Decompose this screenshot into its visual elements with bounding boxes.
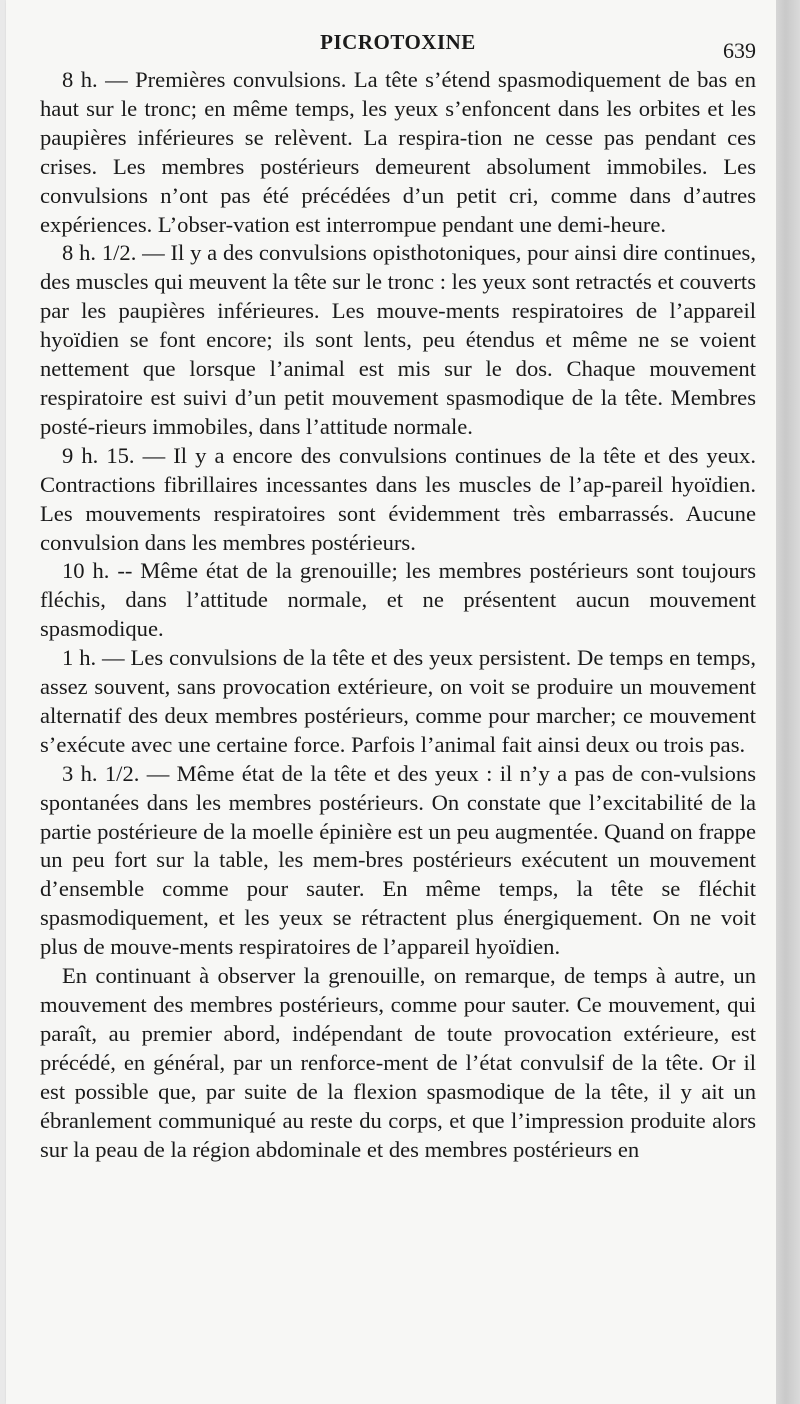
page-number: 639 bbox=[723, 38, 756, 63]
page-edge bbox=[776, 0, 800, 1404]
paragraph-1h: 1 h. — Les convulsions de la tête et des yeux persistent. De temps en temps, assez souvent, sans provocation extérieure, on voit se produire un mouvement alternatif des deux membres postérieurs, comme pour marcher; ce mouvement s’exécute avec une certaine force. Parfois l’animal fait ainsi deux ou trois pas. bbox=[40, 645, 756, 757]
page-header bbox=[40, 30, 756, 64]
paragraph-8h: 8 h. — Premières convulsions. La tête s’étend spasmodiquement de bas en haut sur le tronc; en même temps, les yeux s’enfoncent dans les orbites et les paupières inférieures se relèvent. La respira-tion ne cesse pas pendant ces crises. Les membres postérieurs demeurent absolument immobiles. Les convulsions n’ont pas été précédées d’un petit cri, comme dans d’autres expériences. L’obser-vation est interrompue pendant une demi-heure. bbox=[40, 67, 756, 237]
paragraph-3h-half: 3 h. 1/2. — Même état de la tête et des yeux : il n’y a pas de con-vulsions spontanées dans les membres postérieurs. On constate que l’excitabilité de la partie postérieure de la moelle épinière est un peu augmentée. Quand on frappe un peu fort sur la table, les mem-bres postérieurs exécutent un mouvement d’ensemble comme pour sauter. En même temps, la tête se fléchit spasmodiquement, et les yeux se rétractent plus énergiquement. On ne voit plus de mouve-ments respiratoires de l’appareil hyoïdien. bbox=[40, 760, 756, 960]
paragraph-continuation: En continuant à observer la grenouille, on remarque, de temps à autre, un mouvement des membres postérieurs, comme pour sauter. Ce mouvement, qui paraît, au premier abord, indépendant de toute provocation extérieure, est précédé, en général, par un renforce-ment de l’état convulsif de la tête. Or il est possible que, par suite de la flexion spasmodique de la tête, il y ait un ébranlement communiqué au reste du corps, et que l’impression produite alors sur la peau de la région abdominale et des membres postérieurs en bbox=[40, 963, 756, 1162]
body-text bbox=[40, 66, 756, 1164]
paragraph-9h15: 9 h. 15. — Il y a encore des convulsions continues de la tête et des yeux. Contractions fibrillaires incessantes dans les muscles de l’ap-pareil hyoïdien. Les mouvements respiratoires sont évidemment très embarrassés. Aucune convulsion dans les membres postérieurs. bbox=[40, 442, 756, 555]
running-title: PICROTOXINE bbox=[320, 30, 476, 54]
paragraph-10h: 10 h. -- Même état de la grenouille; les membres postérieurs sont toujours fléchis, dans l’attitude normale, et ne présentent aucun mouvement spasmodique. bbox=[40, 558, 756, 642]
paragraph-8h-half: 8 h. 1/2. — Il y a des convulsions opisthotoniques, pour ainsi dire continues, des muscles qui meuvent la tête sur le tronc : les yeux sont retractés et couverts par les paupières inférieures. Les mouve-ments respiratoires de l’appareil hyoïdien se font encore; ils sont lents, peu étendus et même ne se voient nettement que lorsque l’animal est mis sur le dos. Chaque mouvement respiratoire est suivi d’un petit mouvement spasmodique de la tête. Membres posté-rieurs immobiles, dans l’attitude normale. bbox=[40, 240, 756, 439]
